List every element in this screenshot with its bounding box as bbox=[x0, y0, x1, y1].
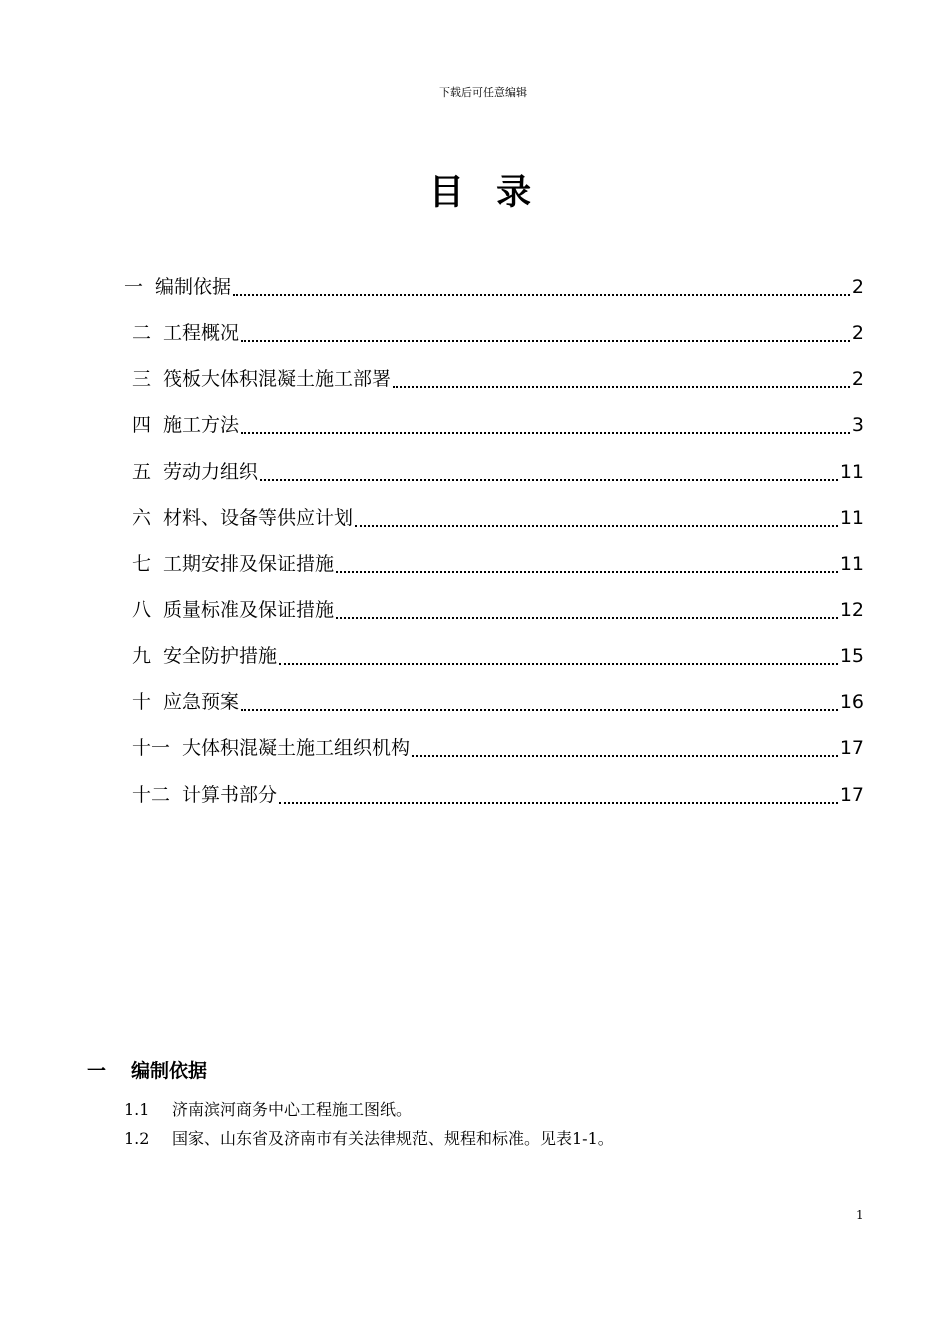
toc-entry-number: 二 bbox=[132, 322, 152, 344]
toc-leader-dots bbox=[336, 570, 838, 573]
toc-entry-number: 三 bbox=[132, 368, 152, 390]
toc-entry-title: 编制依据 bbox=[155, 276, 232, 298]
body-paragraph bbox=[124, 1126, 614, 1149]
toc-entry[interactable] bbox=[132, 410, 864, 440]
toc-entry[interactable] bbox=[132, 780, 864, 810]
toc-entry[interactable] bbox=[132, 687, 864, 717]
toc-entry-page: 11 bbox=[839, 507, 864, 529]
toc-entry-number: 一 bbox=[124, 276, 144, 298]
toc-entry-page: 11 bbox=[839, 553, 864, 575]
toc-entry-page: 17 bbox=[839, 737, 864, 759]
toc-entry-title: 大体积混凝土施工组织机构 bbox=[182, 737, 411, 759]
toc-entry-page: 11 bbox=[839, 461, 864, 483]
toc-entry-number: 六 bbox=[132, 507, 152, 529]
toc-leader-dots bbox=[393, 385, 850, 388]
toc-leader-dots bbox=[279, 801, 838, 804]
toc-entry-number: 四 bbox=[132, 414, 152, 436]
item-number: 1.1 bbox=[124, 1100, 150, 1119]
toc-entry-page: 2 bbox=[851, 322, 864, 344]
toc-entry-title: 劳动力组织 bbox=[163, 461, 259, 483]
page-number: 1 bbox=[856, 1208, 864, 1222]
toc-leader-dots bbox=[241, 708, 838, 711]
toc-entry[interactable] bbox=[132, 549, 864, 579]
toc-entry[interactable] bbox=[124, 272, 864, 302]
toc-entry-page: 3 bbox=[851, 414, 864, 436]
toc-entry-title: 筏板大体积混凝土施工部署 bbox=[163, 368, 392, 390]
toc-entry-page: 15 bbox=[839, 645, 864, 667]
toc-leader-dots bbox=[241, 339, 850, 342]
toc-entry-number: 五 bbox=[132, 461, 152, 483]
toc-entry-number: 九 bbox=[132, 645, 152, 667]
toc-entry-page: 2 bbox=[851, 276, 864, 298]
toc-entry[interactable] bbox=[132, 733, 864, 763]
toc-leader-dots bbox=[336, 616, 838, 619]
body-paragraph bbox=[124, 1097, 412, 1120]
header-note: 下载后可任意编辑 bbox=[439, 86, 527, 99]
toc-leader-dots bbox=[260, 478, 838, 481]
toc-entry-title: 工程概况 bbox=[163, 322, 240, 344]
toc-entry-number: 七 bbox=[132, 553, 152, 575]
toc-entry-page: 17 bbox=[839, 784, 864, 806]
toc-entry-page: 2 bbox=[851, 368, 864, 390]
toc-entry[interactable] bbox=[132, 457, 864, 487]
toc-leader-dots bbox=[233, 293, 850, 296]
toc-entry-page: 16 bbox=[839, 691, 864, 713]
toc-entry-number: 十 bbox=[132, 691, 152, 713]
toc-entry[interactable] bbox=[132, 318, 864, 348]
toc-entry-number: 八 bbox=[132, 599, 152, 621]
toc-title: 目 录 bbox=[428, 173, 542, 213]
toc-entry-number: 十二 bbox=[132, 784, 171, 806]
toc-entry-title: 计算书部分 bbox=[182, 784, 278, 806]
toc-entry-title: 材料、设备等供应计划 bbox=[163, 507, 354, 529]
section-title: 编制依据 bbox=[131, 1060, 208, 1082]
toc-entry-title: 质量标准及保证措施 bbox=[163, 599, 335, 621]
toc-entry-number: 十一 bbox=[132, 737, 171, 759]
section-number: 一 bbox=[87, 1060, 107, 1082]
item-text: 济南滨河商务中心工程施工图纸。 bbox=[172, 1100, 413, 1119]
toc-entry-title: 工期安排及保证措施 bbox=[163, 553, 335, 575]
toc-leader-dots bbox=[279, 662, 838, 665]
toc-entry[interactable] bbox=[132, 364, 864, 394]
toc-leader-dots bbox=[355, 524, 838, 527]
item-number: 1.2 bbox=[124, 1129, 150, 1148]
toc-entry[interactable] bbox=[132, 641, 864, 671]
toc-leader-dots bbox=[241, 431, 850, 434]
toc-entry[interactable] bbox=[132, 503, 864, 533]
toc-entry-title: 施工方法 bbox=[163, 414, 240, 436]
toc-entry-page: 12 bbox=[839, 599, 864, 621]
toc-leader-dots bbox=[412, 754, 838, 757]
toc-entry-title: 应急预案 bbox=[163, 691, 240, 713]
item-text: 国家、山东省及济南市有关法律规范、规程和标准。见表1-1。 bbox=[172, 1129, 614, 1148]
toc-entry-title: 安全防护措施 bbox=[163, 645, 278, 667]
section-heading bbox=[87, 1056, 207, 1083]
toc-entry[interactable] bbox=[132, 595, 864, 625]
